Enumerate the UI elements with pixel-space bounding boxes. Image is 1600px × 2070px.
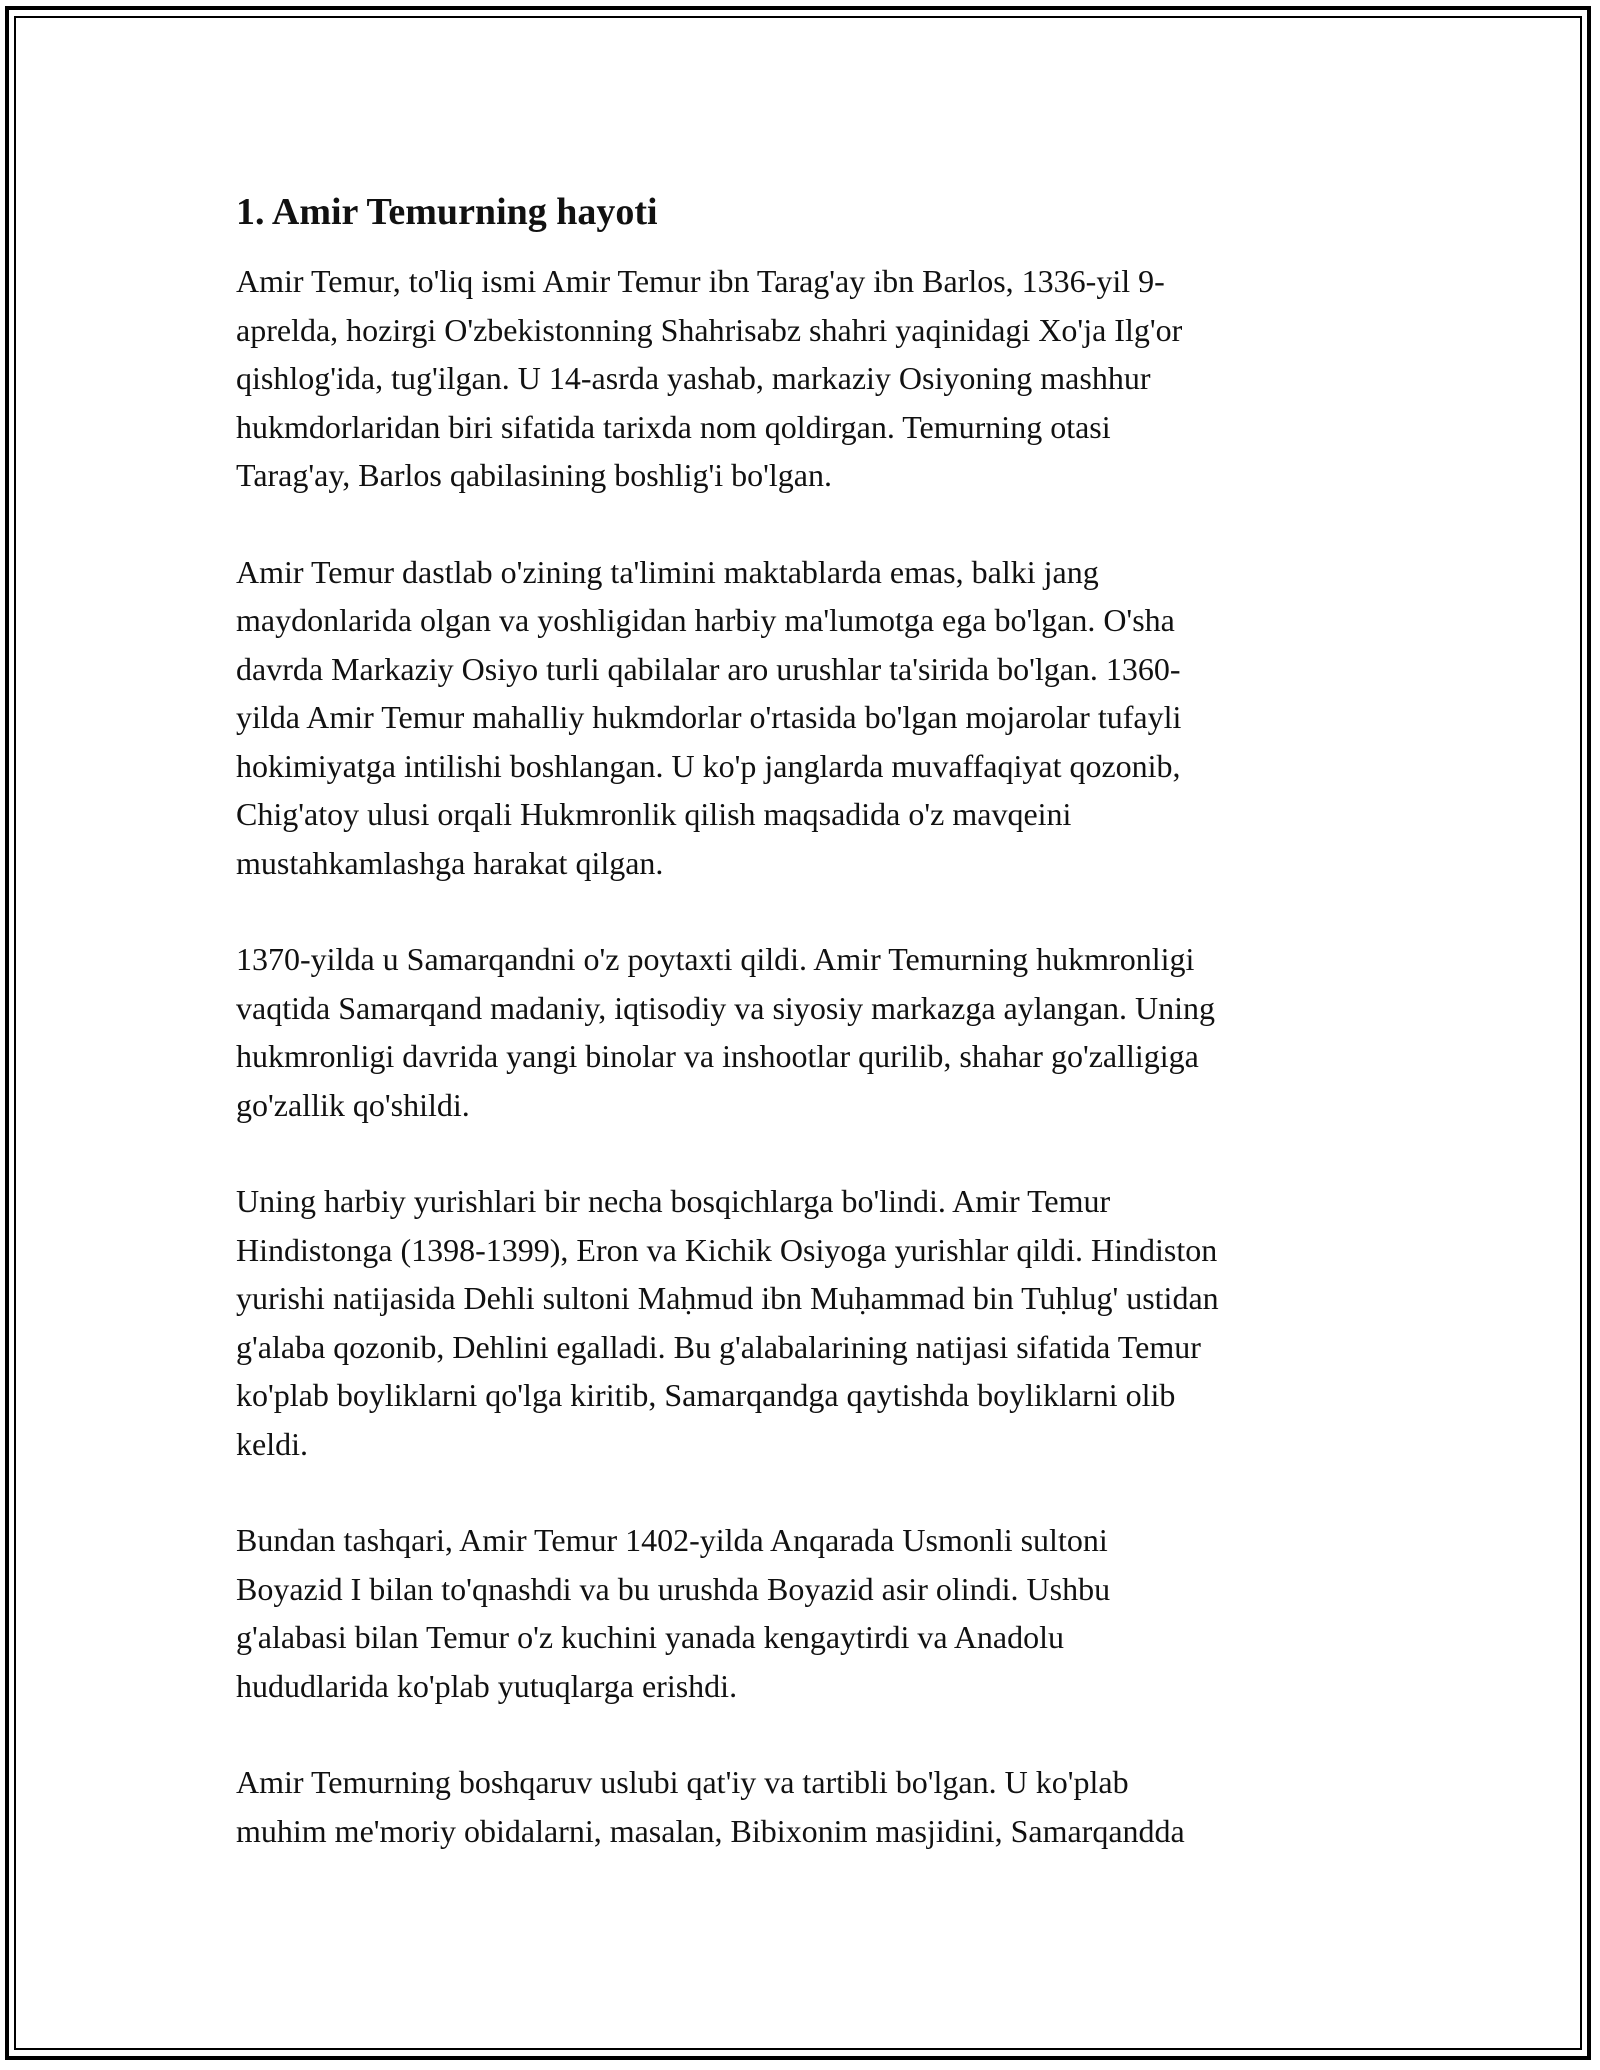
text-line: ko'plab boyliklarni qo'lga kiritib, Samarqandga qaytishda boyliklarni olib	[236, 1377, 1176, 1413]
text-line: Tarag'ay, Barlos qabilasining boshlig'i bo'lgan.	[236, 457, 832, 493]
text-line: yilda Amir Temur mahalliy hukmdorlar o'rtasida bo'lgan mojarolar tufayli	[236, 699, 1182, 735]
text-line: Amir Temur dastlab o'zining ta'limini maktablarda emas, balki jang	[236, 553, 1099, 590]
section-title: 1. Amir Temurning hayoti	[236, 191, 658, 233]
text-line: hududlarida ko'plab yutuqlarga erishdi.	[236, 1667, 738, 1704]
paragraph-3	[236, 935, 1376, 1129]
paragraph-2	[236, 548, 1376, 888]
paragraph-6	[236, 1758, 1376, 1855]
text-line: vaqtida Samarqand madaniy, iqtisodiy va siyosiy markazga aylangan. Uning	[236, 989, 1216, 1026]
text-line: maydonlarida olgan va yoshligidan harbiy ma'lumotga ega bo'lgan. O'sha	[236, 602, 1175, 638]
text-line: Bundan tashqari, Amir Temur 1402-yilda Anqarada Usmonli sultoni	[236, 1522, 1108, 1558]
paragraph-1	[236, 257, 1376, 500]
text-line: g'alaba qozonib, Dehlini egalladi. Bu g'alabalarining natijasi sifatida Temur	[236, 1328, 1201, 1365]
text-line: Amir Temurning boshqaruv uslubi qat'iy va tartibli bo'lgan. U ko'plab	[236, 1764, 1129, 1800]
document-body	[236, 186, 1376, 1855]
text-line: mustahkamlashga harakat qilgan.	[236, 844, 664, 881]
paragraph-5	[236, 1516, 1376, 1710]
text-line: hukmronligi davrida yangi binolar va inshootlar qurilib, shahar go'zalligiga	[236, 1038, 1199, 1074]
text-line: Boyazid I bilan to'qnashdi va bu urushda Boyazid asir olindi. Ushbu	[236, 1570, 1111, 1607]
text-line: keldi.	[236, 1425, 308, 1462]
text-line: Uning harbiy yurishlari bir necha bosqichlarga bo'lindi. Amir Temur	[236, 1183, 1111, 1219]
text-line: aprelda, hozirgi O'zbekistonning Shahrisabz shahri yaqinidagi Xo'ja Ilg'or	[236, 311, 1183, 348]
text-line: qishlog'ida, tug'ilgan. U 14-asrda yashab, markaziy Osiyoning mashhur	[236, 360, 1151, 396]
text-line: g'alabasi bilan Temur o'z kuchini yanada kengaytirdi va Anadolu	[236, 1619, 1065, 1655]
text-line: yurishi natijasida Dehli sultoni Maḥmud ibn Muḥammad bin Tuḥlug' ustidan	[236, 1280, 1219, 1316]
paragraph-4	[236, 1177, 1376, 1468]
text-line: davrda Markaziy Osiyo turli qabilalar aro urushlar ta'sirida bo'lgan. 1360-	[236, 650, 1181, 687]
text-line: muhim me'moriy obidalarni, masalan, Bibixonim masjidini, Samarqandda	[236, 1812, 1185, 1849]
text-line: 1370-yilda u Samarqandni o'z poytaxti qildi. Amir Temurning hukmronligi	[236, 941, 1195, 977]
text-line: Amir Temur, to'liq ismi Amir Temur ibn Tarag'ay ibn Barlos, 1336-yil 9-	[236, 263, 1165, 299]
text-line: Chig'atoy ulusi orqali Hukmronlik qilish maqsadida o'z mavqeini	[236, 796, 1072, 832]
text-line: Hindistonga (1398-1399), Eron va Kichik Osiyoga yurishlar qildi. Hindiston	[236, 1231, 1218, 1268]
text-line: go'zallik qo'shildi.	[236, 1086, 470, 1123]
text-line: hokimiyatga intilishi boshlangan. U ko'p janglarda muvaffaqiyat qozonib,	[236, 747, 1181, 784]
text-line: hukmdorlaridan biri sifatida tarixda nom qoldirgan. Temurning otasi	[236, 408, 1111, 445]
